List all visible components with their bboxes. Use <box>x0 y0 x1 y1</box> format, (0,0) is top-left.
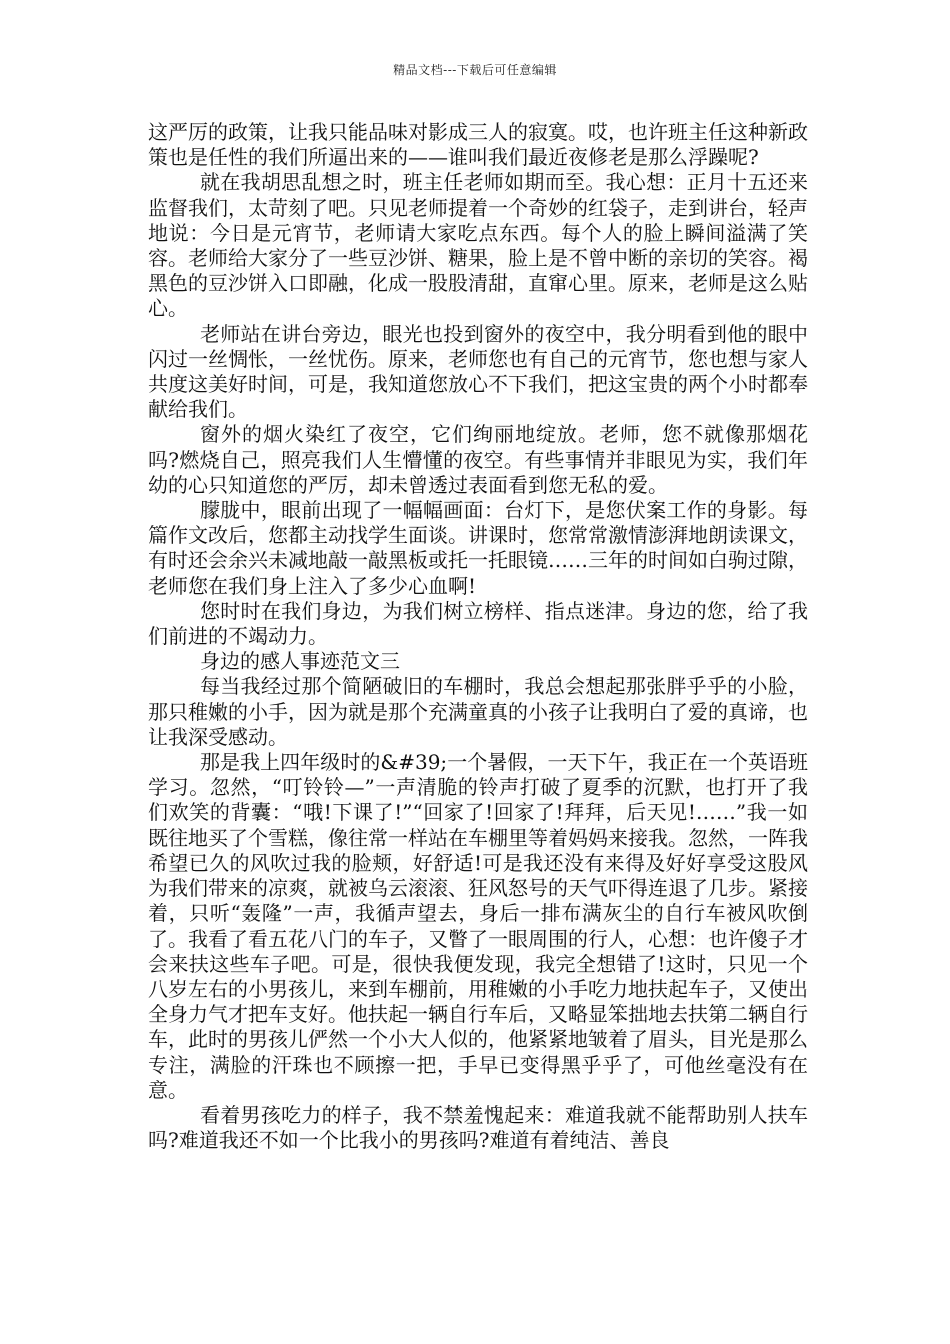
page-header: 精品文档---下载后可任意编辑 <box>393 63 557 77</box>
paragraph-8: 那是我上四年级时的&#39;一个暑假，一天下午，我正在一个英语班学习。忽然，“叮铃铃—”一声清脆的铃声打破了夏季的沉默，也打开了我们欢笑的背囊：“哦!下课了!”“回家了!回家了!拜拜，后天见!……”我一如既往地买了个雪糕，像往常一样站在车棚里等着妈妈来接我。忽然，一阵我希望已久的风吹过我的脸颊，好舒适!可是我还没有来得及好好享受这股风为我们带来的凉爽，就被乌云滚滚、狂风怒号的天气吓得连退了几步。紧接着，只听“轰隆”一声，我循声望去，身后一排布满灰尘的自行车被风吹倒了。我看了看五花八门的车子，又瞥了一眼周围的行人，心想：也许傻子才会来扶这些车子吧。可是，很快我便发现，我完全想错了!这时，只见一个八岁左右的小男孩儿，来到车棚前，用稚嫩的小手吃力地扶起车子，又使出全身力气才把车支好。他扶起一辆自行车后，又略显笨拙地去扶第二辆自行车，此时的男孩儿俨然一个小大人似的，他紧紧地皱着了眉头，目光是那么专注，满脸的汗珠也不顾擦一把，手早已变得黑乎乎了，可他丝毫没有在意。 <box>148 750 808 1102</box>
paragraph-5: 朦胧中，眼前出现了一幅幅画面：台灯下，是您伏案工作的身影。每篇作文改后，您都主动找学生面谈。讲课时，您常常激情澎湃地朗读课文，有时还会余兴未减地敲一敲黑板或托一托眼镜……三年的时间如白驹过隙，老师您在我们身上注入了多少心血啊! <box>148 498 808 598</box>
paragraph-7: 每当我经过那个简陋破旧的车棚时，我总会想起那张胖乎乎的小脸，那只稚嫩的小手，因为就是那个充满童真的小孩子让我明白了爱的真谛，也让我深受感动。 <box>148 674 808 749</box>
paragraph-6: 您时时在我们身边，为我们树立榜样、指点迷津。身边的您，给了我们前进的不竭动力。 <box>148 598 808 649</box>
paragraph-3: 老师站在讲台旁边，眼光也投到窗外的夜空中，我分明看到他的眼中闪过一丝惆怅，一丝忧伤。原来，老师您也有自己的元宵节，您也想与家人共度这美好时间，可是，我知道您放心不下我们，把这宝贵的两个小时都奉献给我们。 <box>148 321 808 422</box>
paragraph-4: 窗外的烟火染红了夜空，它们绚丽地绽放。老师，您不就像那烟花吗?燃烧自己，照亮我们人生懵懂的夜空。有些事情并非眼见为实，我们年幼的心只知道您的严厉，却未曾透过表面看到您无私的爱。 <box>148 422 808 497</box>
paragraph-2: 就在我胡思乱想之时，班主任老师如期而至。我心想：正月十五还来监督我们，太苛刻了吧。只见老师提着一个奇妙的红袋子，走到讲台，轻声地说：今日是元宵节，老师请大家吃点东西。每个人的脸上瞬间溢满了笑容。老师给大家分了一些豆沙饼、糖果，脸上是不曾中断的亲切的笑容。褐黑色的豆沙饼入口即融，化成一股股清甜，直窜心里。原来，老师是这么贴心。 <box>148 170 808 321</box>
paragraph-9: 看着男孩吃力的样子，我不禁羞愧起来：难道我就不能帮助别人扶车吗?难道我还不如一个比我小的男孩吗?难道有着纯洁、善良 <box>148 1102 808 1153</box>
document-body <box>148 120 808 1153</box>
paragraph-1: 这严厉的政策，让我只能品味对影成三人的寂寞。哎，也许班主任这种新政策也是任性的我们所逼出来的——谁叫我们最近夜修老是那么浮躁呢? <box>148 120 808 170</box>
section-heading: 身边的感人事迹范文三 <box>200 649 400 674</box>
